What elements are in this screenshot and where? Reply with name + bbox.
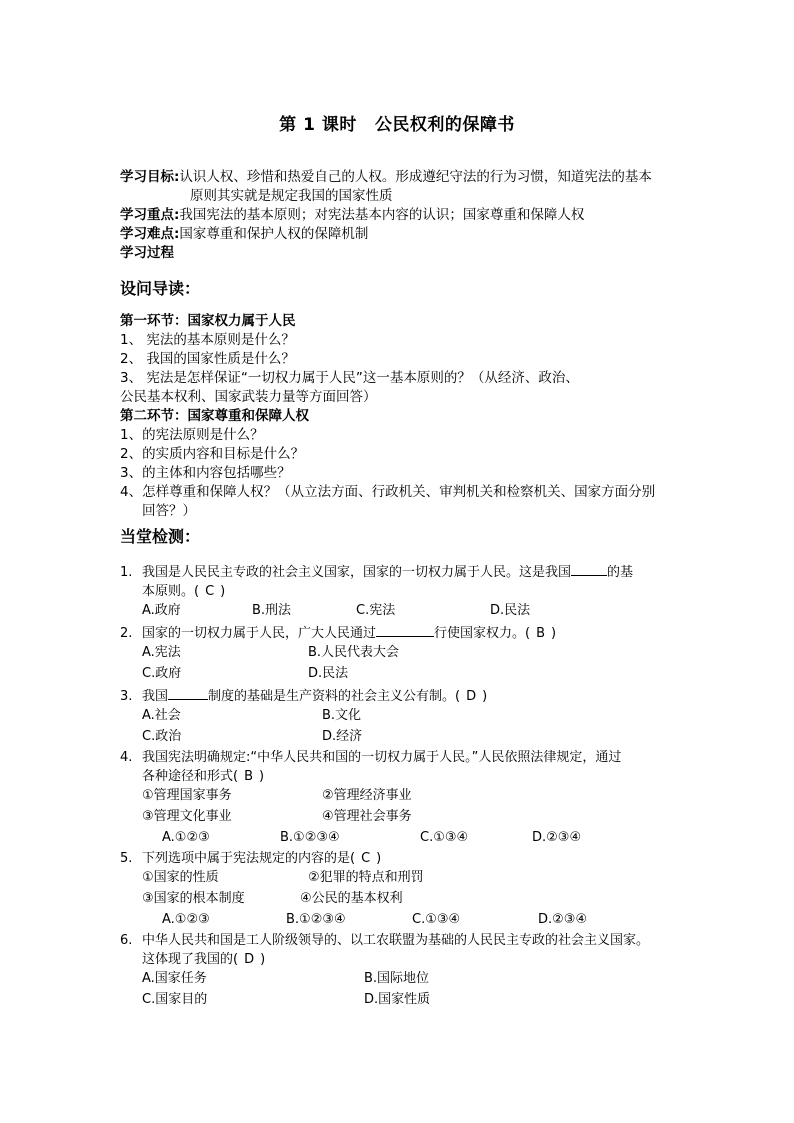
process-label: 学习过程	[120, 245, 174, 261]
answer-blank	[376, 622, 434, 637]
question-4: 4. 我国宪法明确规定:“中华人民共和国的一切权力属于人民。”人民依照法律规定，通过	[120, 750, 622, 765]
option-c: C.国家目的	[142, 992, 208, 1007]
item-4: ④公民的基本权利	[300, 891, 403, 906]
question-4-items	[120, 786, 720, 807]
option-d: D.经济	[322, 729, 363, 744]
answer-key: C	[205, 584, 215, 599]
answer-key: D	[244, 952, 255, 967]
option-d: D.②③④	[532, 830, 582, 845]
answer-key: B	[244, 769, 253, 784]
link2-q3: 3、的主体和内容包括哪些？	[120, 465, 291, 481]
goal-label: 学习目标:	[120, 169, 180, 185]
option-c: C.政治	[142, 729, 182, 744]
option-b: B.文化	[322, 708, 362, 723]
focus-label: 学习重点:	[120, 207, 180, 223]
question-6: 6. 中华人民共和国是工人阶级领导的、以工农联盟为基础的人民民主专政的社会主义国家。	[120, 933, 650, 948]
option-d: D.国家性质	[364, 992, 431, 1007]
question-6-continued: 这体现了我国的( D )	[142, 952, 266, 967]
test-heading: 当堂检测：	[120, 527, 201, 546]
question-6-options	[120, 969, 720, 990]
option-a: A.社会	[142, 708, 181, 723]
question-4-items-row2	[120, 807, 720, 828]
guide-heading: 设问导读：	[120, 279, 201, 298]
question-2: 2. 国家的一切权力属于人民，广大人民通过 行使国家权力。( B )	[120, 622, 720, 643]
item-4: ④管理社会事务	[322, 809, 412, 824]
option-c: C.宪法	[356, 603, 396, 618]
question-3: 3. 我国 制度的基础是生产资料的社会主义公有制。( D )	[120, 685, 720, 706]
question-1: 1. 我国是人民民主专政的社会主义国家，国家的一切权力属于人民。这是我国 的基	[120, 561, 720, 582]
option-d: D.民法	[490, 603, 531, 618]
option-d: D.民法	[308, 666, 349, 681]
item-2: ②犯罪的特点和刑罚	[308, 870, 424, 885]
option-b: B.①②③④	[280, 830, 340, 845]
link2-q4-continued: 回答？）	[142, 503, 196, 519]
item-3: ③国家的根本制度	[142, 891, 245, 906]
lesson-number: 第 1 课时	[279, 115, 357, 135]
link2-q2: 2、的实质内容和目标是什么？	[120, 446, 305, 462]
option-b: B.刑法	[252, 603, 292, 618]
answer-blank	[168, 685, 208, 700]
question-5-options	[120, 910, 720, 931]
link2-q4: 4、怎样尊重和保障人权？（从立法方面、行政机关、审判机关和检察机关、国家方面分别	[120, 484, 656, 500]
item-1: ①管理国家事务	[142, 788, 232, 803]
link2-q1: 1、的宪法原则是什么？	[120, 427, 264, 443]
difficulty-text: 国家尊重和保护人权的保障机制	[179, 226, 369, 242]
question-2-options-row2	[120, 664, 720, 685]
learning-meta	[120, 168, 690, 263]
option-b: B.①②③④	[286, 912, 346, 927]
option-a: A.国家任务	[142, 971, 207, 986]
option-a: A.①②③	[162, 830, 210, 845]
link1-q1: 1、 宪法的基本原则是什么？	[120, 332, 295, 348]
answer-key: B	[536, 626, 546, 641]
goal-text: 认识人权、珍惜和热爱自己的人权。形成遵纪守法的行为习惯，知道宪法的基本	[179, 169, 652, 185]
option-b: B.人民代表大会	[308, 645, 400, 660]
option-a: A.政府	[142, 603, 181, 618]
question-4-continued: 各种途径和形式( B )	[142, 769, 265, 784]
option-c: C.①③④	[420, 830, 469, 845]
guide-section	[120, 312, 690, 521]
difficulty-row	[120, 225, 690, 244]
answer-key: C	[361, 851, 371, 866]
lesson-title: 公民权利的保障书	[374, 115, 515, 135]
item-3: ③管理文化事业	[142, 809, 232, 824]
goal-row	[120, 168, 690, 187]
option-c: C.①③④	[412, 912, 461, 927]
question-3-options-row2	[120, 727, 720, 748]
link1-title: 第一环节：国家权力属于人民	[120, 313, 296, 329]
option-a: A.宪法	[142, 645, 181, 660]
goal-text-continued: 原则其实就是规定我国的国家性质	[190, 188, 393, 204]
question-1-continued: 本原则。( C )	[142, 584, 226, 599]
item-1: ①国家的性质	[142, 870, 219, 885]
option-d: D.②③④	[538, 912, 588, 927]
question-4-options	[120, 828, 720, 849]
answer-key: D	[466, 689, 477, 704]
link2-title: 第二环节：国家尊重和保障人权	[120, 408, 309, 424]
question-2-options	[120, 643, 720, 664]
option-b: B.国际地位	[364, 971, 430, 986]
option-c: C.政府	[142, 666, 182, 681]
question-5-items	[120, 868, 720, 889]
link1-q3-continued: 公民基本权利、国家武装力量等方面回答）	[120, 389, 377, 405]
difficulty-label: 学习难点:	[120, 226, 180, 242]
link1-q2: 2、 我国的国家性质是什么？	[120, 351, 295, 367]
answer-blank	[571, 561, 607, 576]
question-5-items-row2	[120, 889, 720, 910]
question-6-options-row2	[120, 990, 720, 1011]
test-section	[120, 561, 720, 1011]
question-1-options	[120, 601, 720, 622]
focus-text: 我国宪法的基本原则；对宪法基本内容的认识；国家尊重和保障人权	[179, 207, 585, 223]
item-2: ②管理经济事业	[322, 788, 412, 803]
option-a: A.①②③	[162, 912, 210, 927]
focus-row	[120, 206, 690, 225]
question-5: 5. 下列选项中属于宪法规定的内容的是( C )	[120, 851, 382, 866]
page-title	[0, 110, 794, 135]
link1-q3: 3、 宪法是怎样保证“一切权力属于人民”这一基本原则的？（从经济、政治、	[120, 370, 579, 386]
question-3-options	[120, 706, 720, 727]
